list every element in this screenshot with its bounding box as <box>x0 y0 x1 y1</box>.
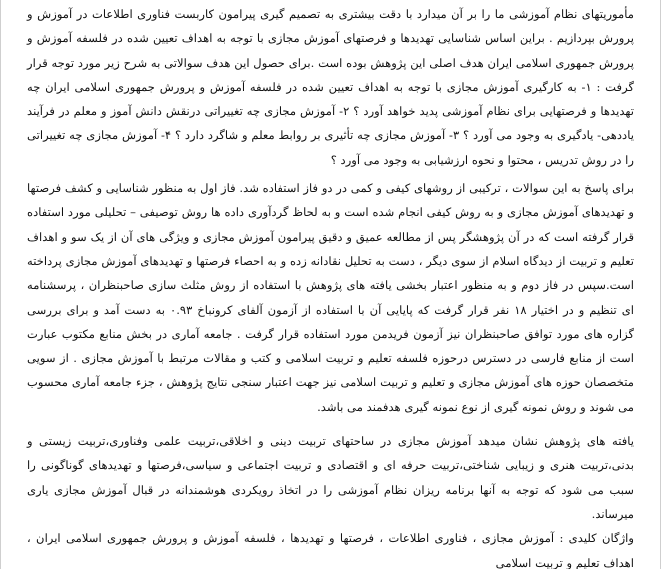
paragraph-objectives: مأموریتهای نظام آموزشی ما را بر آن میدارد با دقت بیشتری به تصمیم گیری پیرامون کاربست فناوری اطلاعات در آموزش و پرورش بپردازیم . براین اساس شناسایی تهدیدها و فرصتهای آموزش مجازی با توجه به اهداف تعیین شده در فلسفه آموزش و پرورش جمهوری اسلامی ایران هدف اصلی این پژوهش بوده است .برای حصول این هدف سوالاتی به شرح زیر مورد توجه قرار گرفت : ۱- به کارگیری آموزش مجازی با توجه به اهداف تعیین شده در فلسفه آموزش و پرورش جمهوری اسلامی ایران چه تهدیدها و فرصتهایی برای نظام آموزشی پدید خواهد آورد ؟ ۲- آموزش مجازی چه تغییراتی درنقش دانش آموز و معلم در فرآیند یاددهی- یادگیری به وجود می آورد ؟ ۳- آموزش مجازی چه تأثیری بر روابط معلم و شاگرد دارد ؟ ۴- آموزش مجازی چه تغییراتی را در روش تدریس ، محتوا و نحوه ارزشیابی به وجود می آورد ؟ <box>27 7 634 167</box>
abstract-body <box>27 2 634 569</box>
paragraph-keywords: واژگان کلیدی : آموزش مجازی ، فناوری اطلاعات ، فرصتها و تهدیدها ، فلسفه آموزش و پرورش جمهوری اسلامی ایران ، اهداف تعلیم و تربیت اسلامی <box>27 531 634 569</box>
paragraph-methodology: برای پاسخ به این سوالات ، ترکیبی از روشهای کیفی و کمی در دو فاز استفاده شد. فاز اول به منظور شناسایی و کشف فرصتها و تهدیدهای آموزش مجازی و به روش کیفی انجام شده است و به لحاظ گردآوری داده ها روش توصیفی – تحلیلی مورد استفاده قرار گرفته است که در آن پژوهشگر پس از مطالعه عمیق و دقیق پیرامون آموزش مجازی و ویژگی های آن از یک سو و اهداف تعلیم و تربیت از دیدگاه اسلام از سوی دیگر ، دست به تحلیل نقادانه زده و به احصاء فرصتها و تهدیدهای آموزش مجازی پرداخته است.سپس در فاز دوم و به منظور اعتبار بخشی یافته های پژوهش با استفاده از روش مثلث سازی صاحبنظران ، پرسشنامه ای تنظیم و در اختیار ۱۸ نفر قرار گرفت که پایایی آن با استفاده از آزمون آلفای کرونباخ ۰.۹۳ به دست آمد و برای بررسی گزاره های مورد توافق صاحبنظران نیز آزمون فریدمن مورد استفاده قرار گرفت . جامعه آماری در بخش منابع مکتوب عبارت است از منابع فارسی در دسترس درحوزه فلسفه تعلیم و تربیت اسلامی و کتب و مقالات مرتبط با آموزش مجازی . از سویی متخصصان حوزه های آموزش مجازی و تعلیم و تربیت اسلامی نیز جهت اعتبار سنجی نتایج پژوهش ، جزء جامعه آماری محسوب می شوند و روش نمونه گیری از نوع نمونه گیری هدفمند می باشد. <box>27 181 634 414</box>
paragraph-findings: یافته های پژوهش نشان میدهد آموزش مجازی در ساحتهای تربیت دینی و اخلاقی،تربیت علمی وفناوری،تربیت زیستی و بدنی،تربیت هنری و زیبایی شناختی،تربیت حرفه ای و اقتصادی و تربیت اجتماعی و سیاسی،فرصتها و تهدیدهای گوناگونی را سبب می شود که توجه به آنها برنامه ریزان نظام آموزشی را در اتخاذ رویکردی هوشمندانه در قبال آموزش مجازی یاری میرساند. <box>27 434 634 521</box>
